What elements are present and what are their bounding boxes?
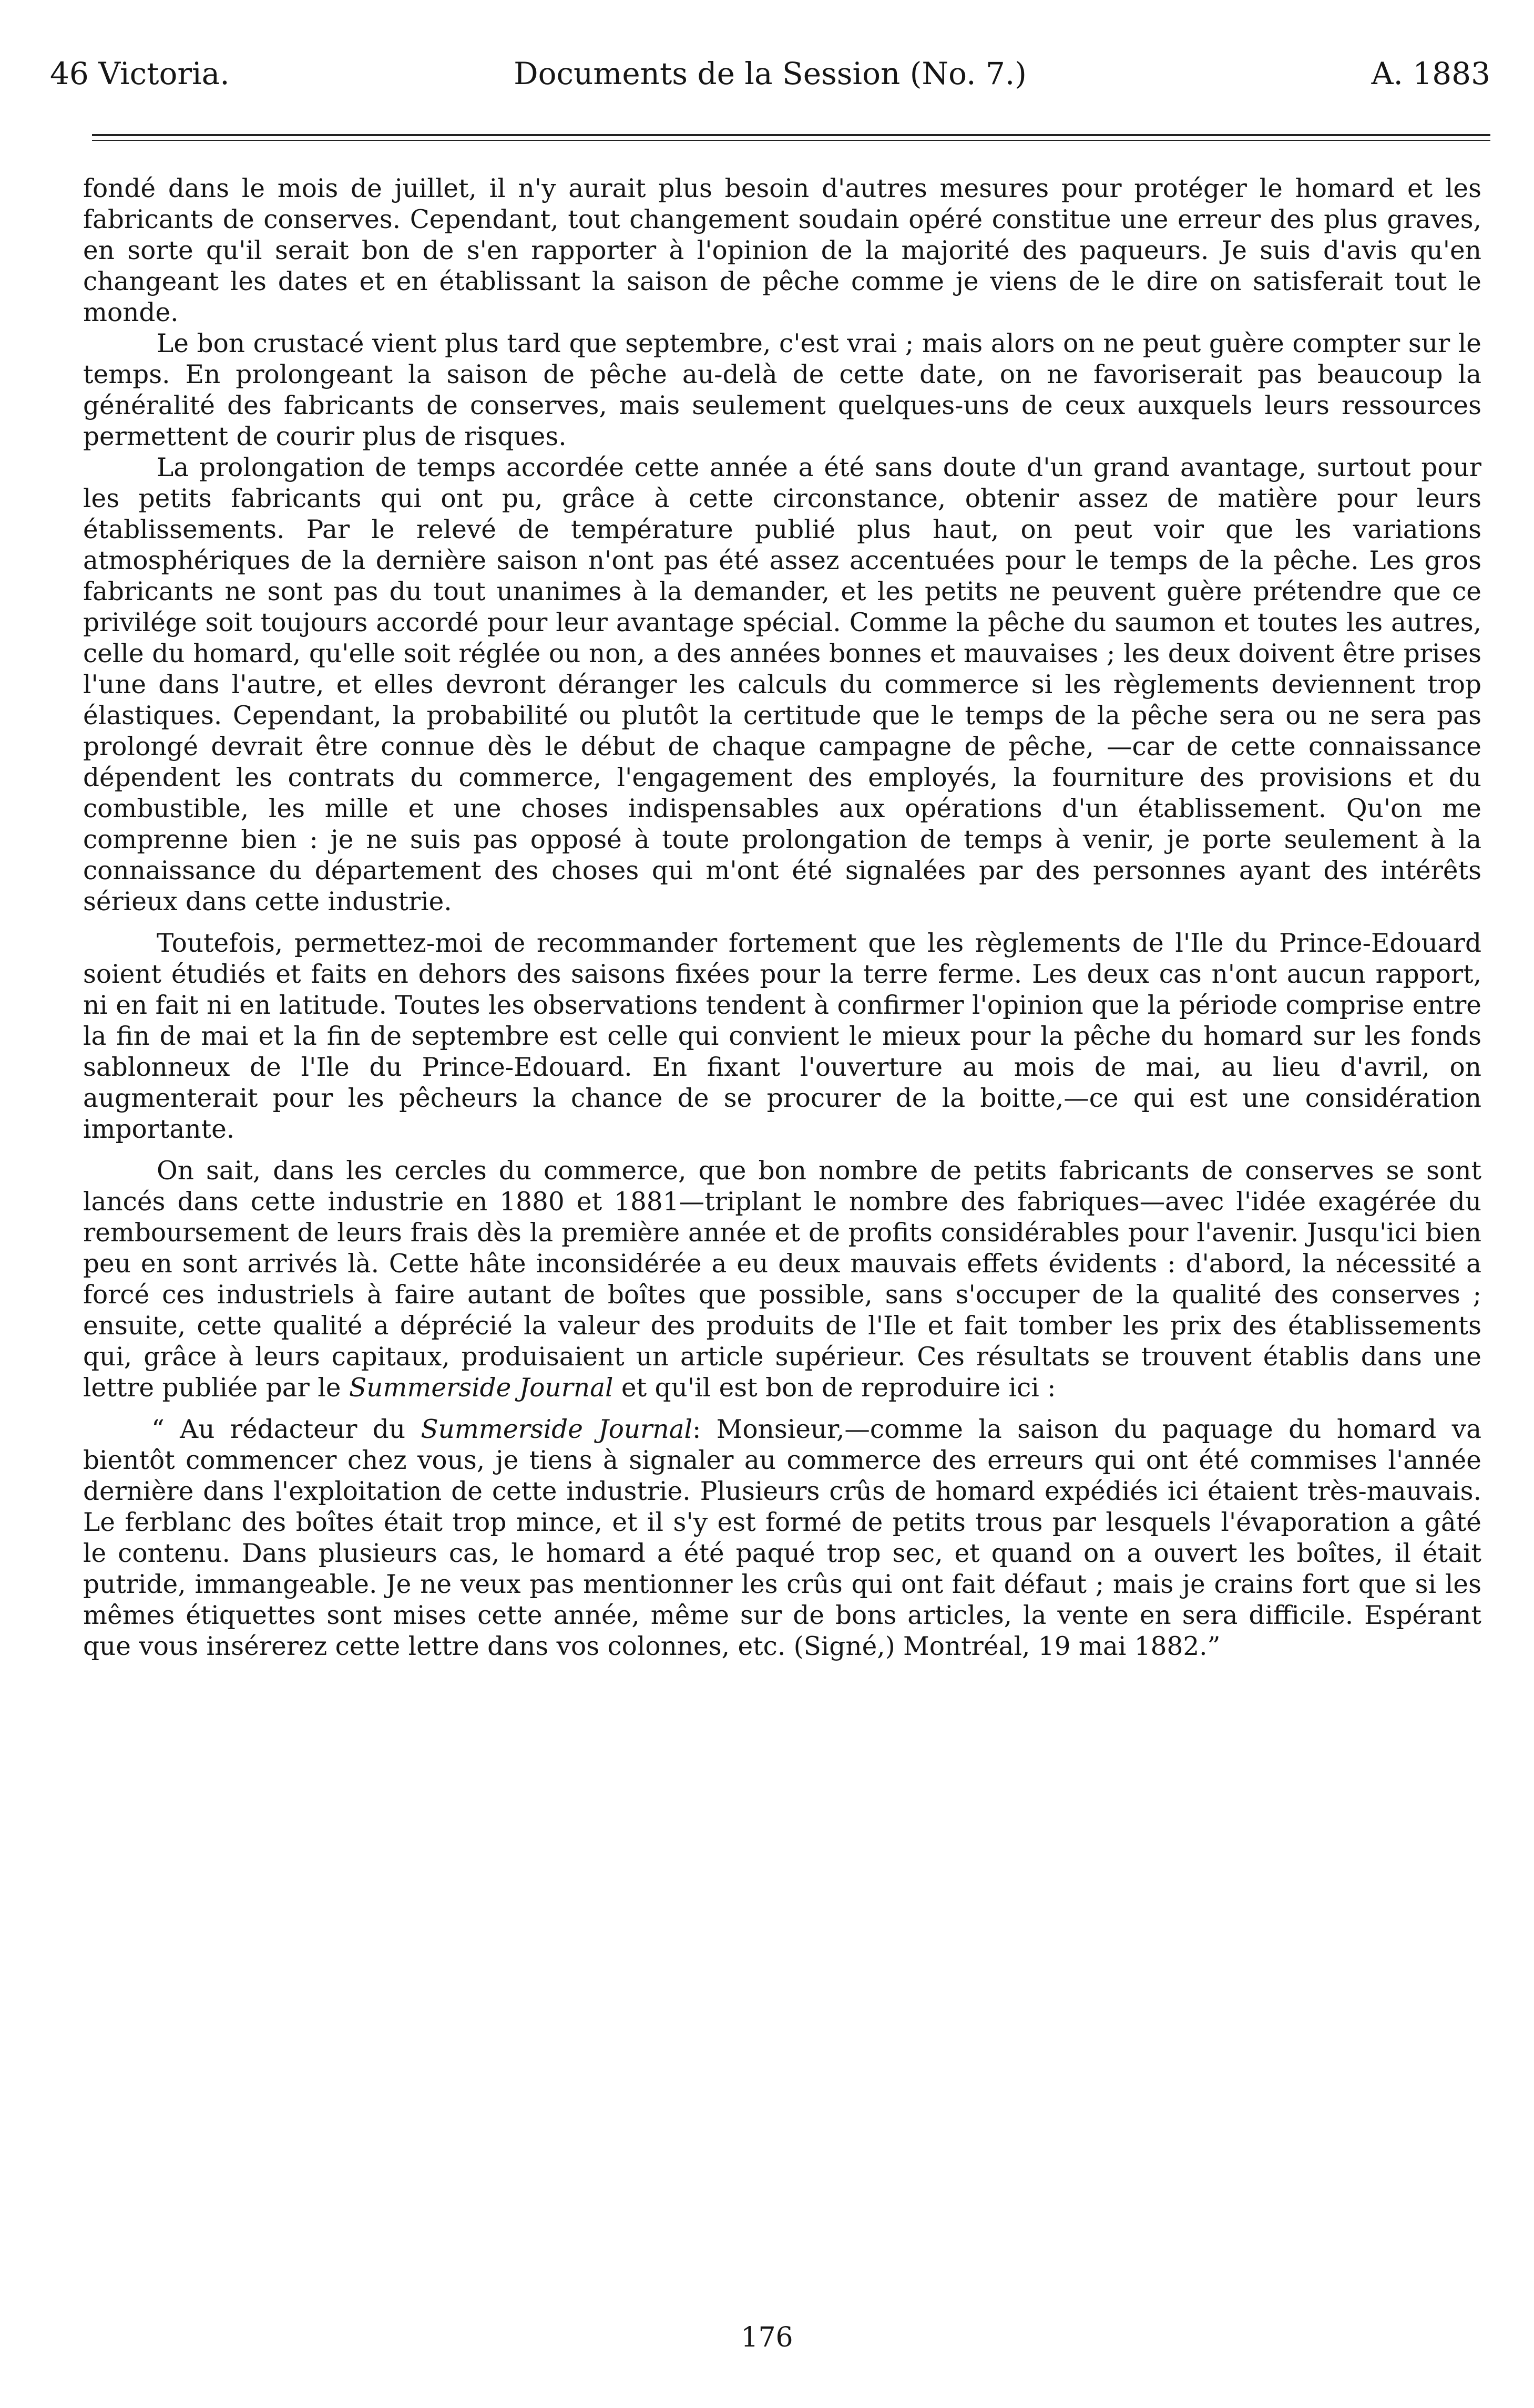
- quoted-letter-journal-title: Summerside Journal: [421, 1415, 693, 1444]
- quoted-letter-opening: “ Au rédacteur du: [151, 1415, 421, 1444]
- header-document-title: Documents de la Session (No. 7.): [514, 56, 1027, 91]
- quoted-letter-body: : Monsieur,—comme la saison du paquage du homard va bientôt commencer chez vous, je tiens à signaler au commerce des erreurs qui ont été commises l'année dernière dans l'exploitation de cette industrie. Plusieurs crûs de homard expédiés ici étaient très-mauvais. Le ferblanc des boîtes était trop mince, et il s'y est formé de petits trous par lesquels l'évaporation a gâté le contenu. Dans plusieurs cas, le homard a été paqué trop sec, et quand on a ouvert les boîtes, il était putride, immangeable. Je ne veux pas mentionner les crûs qui ont fait défaut ; mais je crains fort que si les mêmes étiquettes sont mises cette année, même sur de bons articles, la vente en sera difficile. Espérant que vous insérerez cette lettre dans vos colonnes, etc. (Signé,) Montréal, 19 mai 1882.”: [83, 1415, 1481, 1661]
- header-rule-thin: [92, 140, 1490, 141]
- header-rule-thick: [92, 134, 1490, 136]
- paragraph-4: Toutefois, permettez-moi de recommander fortement que les règlements de l'Ile du Prince-Edouard soient étudiés et faits en dehors des saisons fixées pour la terre ferme. Les deux cas n'ont aucun rapport, ni en fait ni en latitude. Toutes les observations tendent à confirmer l'opinion que la période comprise entre la fin de mai et la fin de septembre est celle qui convient le mieux pour la pêche du homard sur les fonds sablonneux de l'Ile du Prince-Edouard. En fixant l'ouverture au mois de mai, au lieu d'avril, on augmenterait pour les pêcheurs la chance de se procurer de la boitte,—ce qui est une considération importante.: [83, 929, 1481, 1144]
- paragraph-5-journal-title: Summerside Journal: [349, 1373, 613, 1403]
- header-session-year: 46 Victoria.: [50, 56, 230, 91]
- quoted-letter: [83, 1414, 1481, 1662]
- paragraph-1: fondé dans le mois de juillet, il n'y aurait plus besoin d'autres mesures pour protéger le homard et les fabricants de conserves. Cependant, tout changement soudain opéré constitue une erreur des plus graves, en sorte qu'il serait bon de s'en rapporter à l'opinion de la majorité des paqueurs. Je suis d'avis qu'en changeant les dates et en établissant la saison de pêche comme je viens de le dire on satisferait tout le monde.: [83, 174, 1481, 327]
- paragraph-5-text: On sait, dans les cercles du commerce, que bon nombre de petits fabricants de conserves se sont lancés dans cette industrie en 1880 et 1881—triplant le nombre des fabriques—avec l'idée exagérée du remboursement de leurs frais dès la première année et de profits considérables pour l'avenir. Jusqu'ici bien peu en sont arrivés là. Cette hâte inconsidérée a eu deux mauvais effets évidents : d'abord, la nécessité a forcé ces industriels à faire autant de boîtes que possible, sans s'occuper de la qualité des conserves ; ensuite, cette qualité a déprécié la valeur des produits de l'Ile et fait tomber les prix des établissements qui, grâce à leurs capitaux, produisaient un article supérieur. Ces résultats se trouvent établis dans une lettre publiée par le: [83, 1156, 1481, 1403]
- paragraph-5: [83, 1156, 1481, 1404]
- document-body: [83, 173, 1481, 1662]
- paragraph-5-text-end: et qu'il est bon de reproduire ici :: [613, 1373, 1056, 1403]
- header-year-label: A. 1883: [1371, 56, 1490, 91]
- page-number: 176: [741, 2322, 793, 2353]
- paragraph-2: Le bon crustacé vient plus tard que septembre, c'est vrai ; mais alors on ne peut guère compter sur le temps. En prolongeant la saison de pêche au-delà de cette date, on ne favoriserait pas beaucoup la généralité des fabricants de conserves, mais seulement quelques-uns de ceux auxquels leurs ressources permettent de courir plus de risques.: [83, 329, 1481, 451]
- running-header: [50, 50, 1490, 97]
- paragraph-3: La prolongation de temps accordée cette année a été sans doute d'un grand avantage, surtout pour les petits fabricants qui ont pu, grâce à cette circonstance, obtenir assez de matière pour leurs établissements. Par le relevé de température publié plus haut, on peut voir que les variations atmosphériques de la dernière saison n'ont pas été assez accentuées pour le temps de la pêche. Les gros fabricants ne sont pas du tout unanimes à la demander, et les petits ne peuvent guère prétendre que ce privilége soit toujours accordé pour leur avantage spécial. Comme la pêche du saumon et toutes les autres, celle du homard, qu'elle soit réglée ou non, a des années bonnes et mauvaises ; les deux doivent être prises l'une dans l'autre, et elles devront déranger les calculs du commerce si les règlements deviennent trop élastiques. Cependant, la probabilité ou plutôt la certitude que le temps de la pêche sera ou ne sera pas prolongé devrait être connue dès le début de chaque campagne de pêche, —car de cette connaissance dépendent les contrats du commerce, l'engagement des employés, la fourniture des provisions et du combustible, les mille et une choses indispensables aux opérations d'un établissement. Qu'on me comprenne bien : je ne suis pas opposé à toute prolongation de temps à venir, je porte seulement à la connaissance du département des choses qui m'ont été signalées par des personnes ayant des intérêts sérieux dans cette industrie.: [83, 453, 1481, 917]
